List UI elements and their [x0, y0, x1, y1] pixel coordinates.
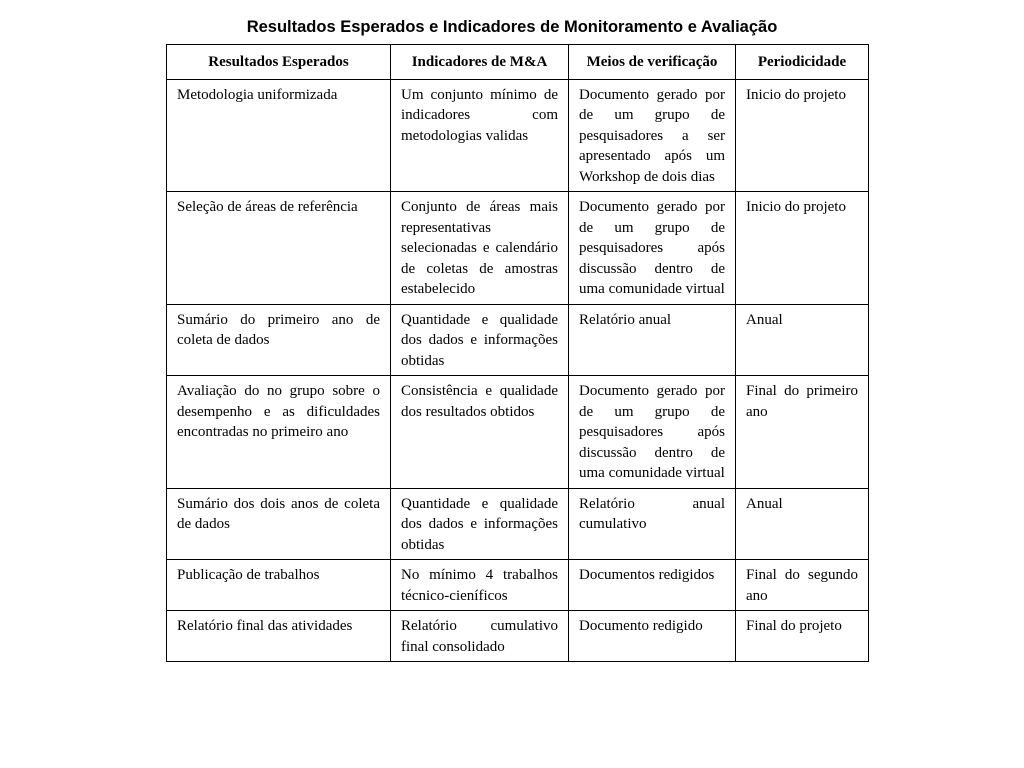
cell-indicador: Quantidade e qualidade dos dados e informações obtidas [391, 304, 569, 376]
cell-meio-verificacao: Documentos redigidos [569, 560, 736, 611]
cell-periodicidade: Anual [736, 304, 869, 376]
cell-resultado: Avaliação do no grupo sobre o desempenho e as dificuldades encontradas no primeiro ano [167, 376, 391, 489]
cell-resultado: Sumário dos dois anos de coleta de dados [167, 488, 391, 560]
table-row [167, 560, 869, 611]
cell-periodicidade: Final do projeto [736, 611, 869, 662]
cell-resultado: Seleção de áreas de referência [167, 192, 391, 305]
cell-meio-verificacao: Relatório anual cumulativo [569, 488, 736, 560]
cell-resultado: Sumário do primeiro ano de coleta de dados [167, 304, 391, 376]
table-row [167, 488, 869, 560]
cell-periodicidade: Inicio do projeto [736, 79, 869, 192]
results-indicators-table [166, 44, 869, 662]
table-header-row [167, 45, 869, 80]
cell-resultado: Relatório final das atividades [167, 611, 391, 662]
cell-indicador: No mínimo 4 trabalhos técnico-cieníficos [391, 560, 569, 611]
cell-indicador: Consistência e qualidade dos resultados obtidos [391, 376, 569, 489]
header-meios-verificacao: Meios de verificação [569, 45, 736, 80]
cell-indicador: Um conjunto mínimo de indicadores com metodologias validas [391, 79, 569, 192]
cell-meio-verificacao: Documento gerado por de um grupo de pesquisadores após discussão dentro de uma comunidade virtual [569, 376, 736, 489]
table-row [167, 192, 869, 305]
cell-indicador: Relatório cumulativo final consolidado [391, 611, 569, 662]
cell-meio-verificacao: Documento gerado por de um grupo de pesquisadores após discussão dentro de uma comunidade virtual [569, 192, 736, 305]
header-indicadores: Indicadores de M&A [391, 45, 569, 80]
cell-resultado: Publicação de trabalhos [167, 560, 391, 611]
cell-periodicidade: Inicio do projeto [736, 192, 869, 305]
cell-indicador: Conjunto de áreas mais representativas selecionadas e calendário de coletas de amostras estabelecido [391, 192, 569, 305]
table-row [167, 79, 869, 192]
cell-meio-verificacao: Relatório anual [569, 304, 736, 376]
table-row [167, 304, 869, 376]
cell-periodicidade: Final do primeiro ano [736, 376, 869, 489]
cell-periodicidade: Anual [736, 488, 869, 560]
cell-meio-verificacao: Documento redigido [569, 611, 736, 662]
cell-resultado: Metodologia uniformizada [167, 79, 391, 192]
cell-indicador: Quantidade e qualidade dos dados e informações obtidas [391, 488, 569, 560]
table-row [167, 376, 869, 489]
cell-meio-verificacao: Documento gerado por de um grupo de pesquisadores a ser apresentado após um Workshop de dois dias [569, 79, 736, 192]
table-row [167, 611, 869, 662]
header-resultados-esperados: Resultados Esperados [167, 45, 391, 80]
page-title: Resultados Esperados e Indicadores de Monitoramento e Avaliação [246, 18, 778, 36]
header-periodicidade: Periodicidade [736, 45, 869, 80]
cell-periodicidade: Final do segundo ano [736, 560, 869, 611]
